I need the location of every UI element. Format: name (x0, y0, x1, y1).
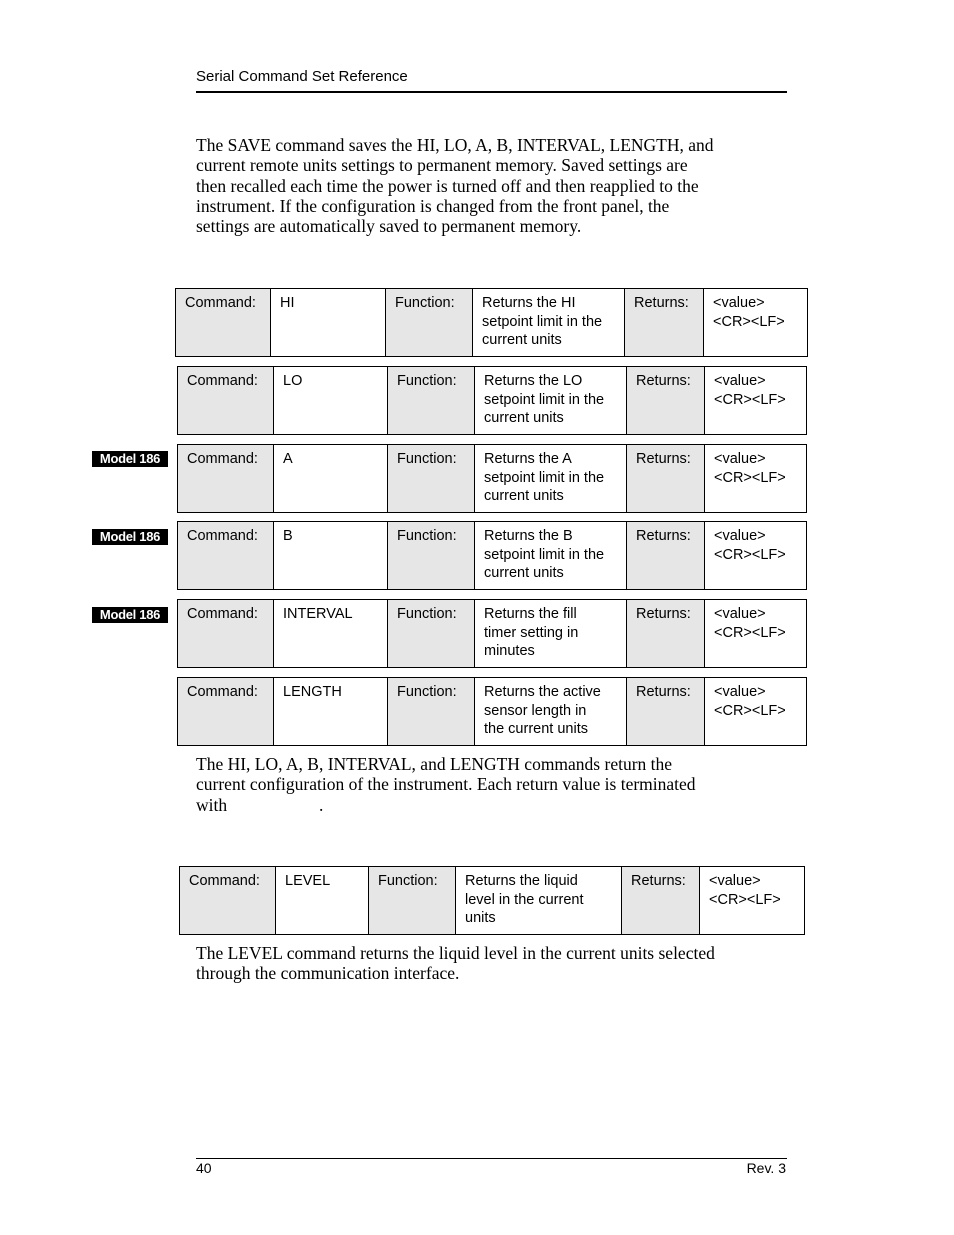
returns-value: <value> <CR><LF> (705, 367, 807, 435)
command-name: B (274, 522, 388, 590)
returns-label: Returns: (627, 367, 705, 435)
command-name: HI (271, 289, 386, 357)
header-rule (196, 91, 787, 93)
function-description: Returns the B setpoint limit in the current units (475, 522, 627, 590)
function-label: Function: (369, 867, 456, 935)
returns-value: <value> <CR><LF> (705, 600, 807, 668)
paragraph-line: The SAVE command saves the HI, LO, A, B, INTERVAL, LENGTH, and (196, 135, 714, 155)
returns-label: Returns: (622, 867, 700, 935)
paragraph-line: current remote units settings to permanent memory. Saved settings are (196, 155, 688, 176)
command-label: Command: (178, 367, 274, 435)
revision-label: Rev. 3 (746, 1160, 786, 1176)
model-186-badge: Model 186 (92, 607, 168, 623)
returns-value: <value> <CR><LF> (705, 678, 807, 746)
returns-value: <value> <CR><LF> (705, 445, 807, 513)
command-name: LO (274, 367, 388, 435)
command-name: LEVEL (276, 867, 369, 935)
command-table-lo (177, 366, 807, 435)
command-table-length (177, 677, 807, 746)
paragraph-line: through the communication interface. (196, 963, 460, 984)
paragraph-line: The LEVEL command returns the liquid level in the current units selected (196, 943, 715, 963)
function-label: Function: (386, 289, 473, 357)
command-table-interval (177, 599, 807, 668)
command-label: Command: (176, 289, 271, 357)
paragraph-line: settings are automatically saved to permanent memory. (196, 216, 582, 237)
command-label: Command: (180, 867, 276, 935)
returns-label: Returns: (627, 445, 705, 513)
return-value-paragraph (196, 754, 796, 815)
command-table-level (179, 866, 805, 935)
function-description: Returns the liquid level in the current units (456, 867, 622, 935)
paragraph-line: The HI, LO, A, B, INTERVAL, and LENGTH commands return the (196, 754, 673, 774)
function-description: Returns the active sensor length in the current units (475, 678, 627, 746)
level-paragraph (196, 943, 796, 984)
returns-label: Returns: (625, 289, 704, 357)
footer-rule (196, 1158, 787, 1159)
command-table-a (177, 444, 807, 513)
function-label: Function: (388, 445, 475, 513)
command-label: Command: (178, 678, 274, 746)
paragraph-line: instrument. If the configuration is changed from the front panel, the (196, 195, 670, 216)
paragraph-line: with . (196, 794, 324, 815)
page-number: 40 (196, 1160, 212, 1176)
returns-value: <value> <CR><LF> (704, 289, 808, 357)
function-description: Returns the HI setpoint limit in the current units (473, 289, 625, 357)
model-186-badge: Model 186 (92, 529, 168, 545)
returns-label: Returns: (627, 522, 705, 590)
paragraph-line: then recalled each time the power is turned off and then reapplied to the (196, 175, 699, 196)
command-label: Command: (178, 600, 274, 668)
command-table-hi (175, 288, 808, 357)
function-label: Function: (388, 600, 475, 668)
model-186-badge: Model 186 (92, 451, 168, 467)
function-description: Returns the A setpoint limit in the current units (475, 445, 627, 513)
command-label: Command: (178, 445, 274, 513)
save-paragraph (196, 135, 796, 236)
function-description: Returns the LO setpoint limit in the current units (475, 367, 627, 435)
function-description: Returns the fill timer setting in minutes (475, 600, 627, 668)
command-name: A (274, 445, 388, 513)
paragraph-line: current configuration of the instrument. Each return value is terminated (196, 774, 696, 795)
command-label: Command: (178, 522, 274, 590)
returns-label: Returns: (627, 600, 705, 668)
command-name: LENGTH (274, 678, 388, 746)
returns-value: <value> <CR><LF> (700, 867, 805, 935)
page-header-title: Serial Command Set Reference (196, 68, 408, 85)
command-name: INTERVAL (274, 600, 388, 668)
returns-label: Returns: (627, 678, 705, 746)
function-label: Function: (388, 367, 475, 435)
function-label: Function: (388, 522, 475, 590)
function-label: Function: (388, 678, 475, 746)
returns-value: <value> <CR><LF> (705, 522, 807, 590)
command-table-b (177, 521, 807, 590)
